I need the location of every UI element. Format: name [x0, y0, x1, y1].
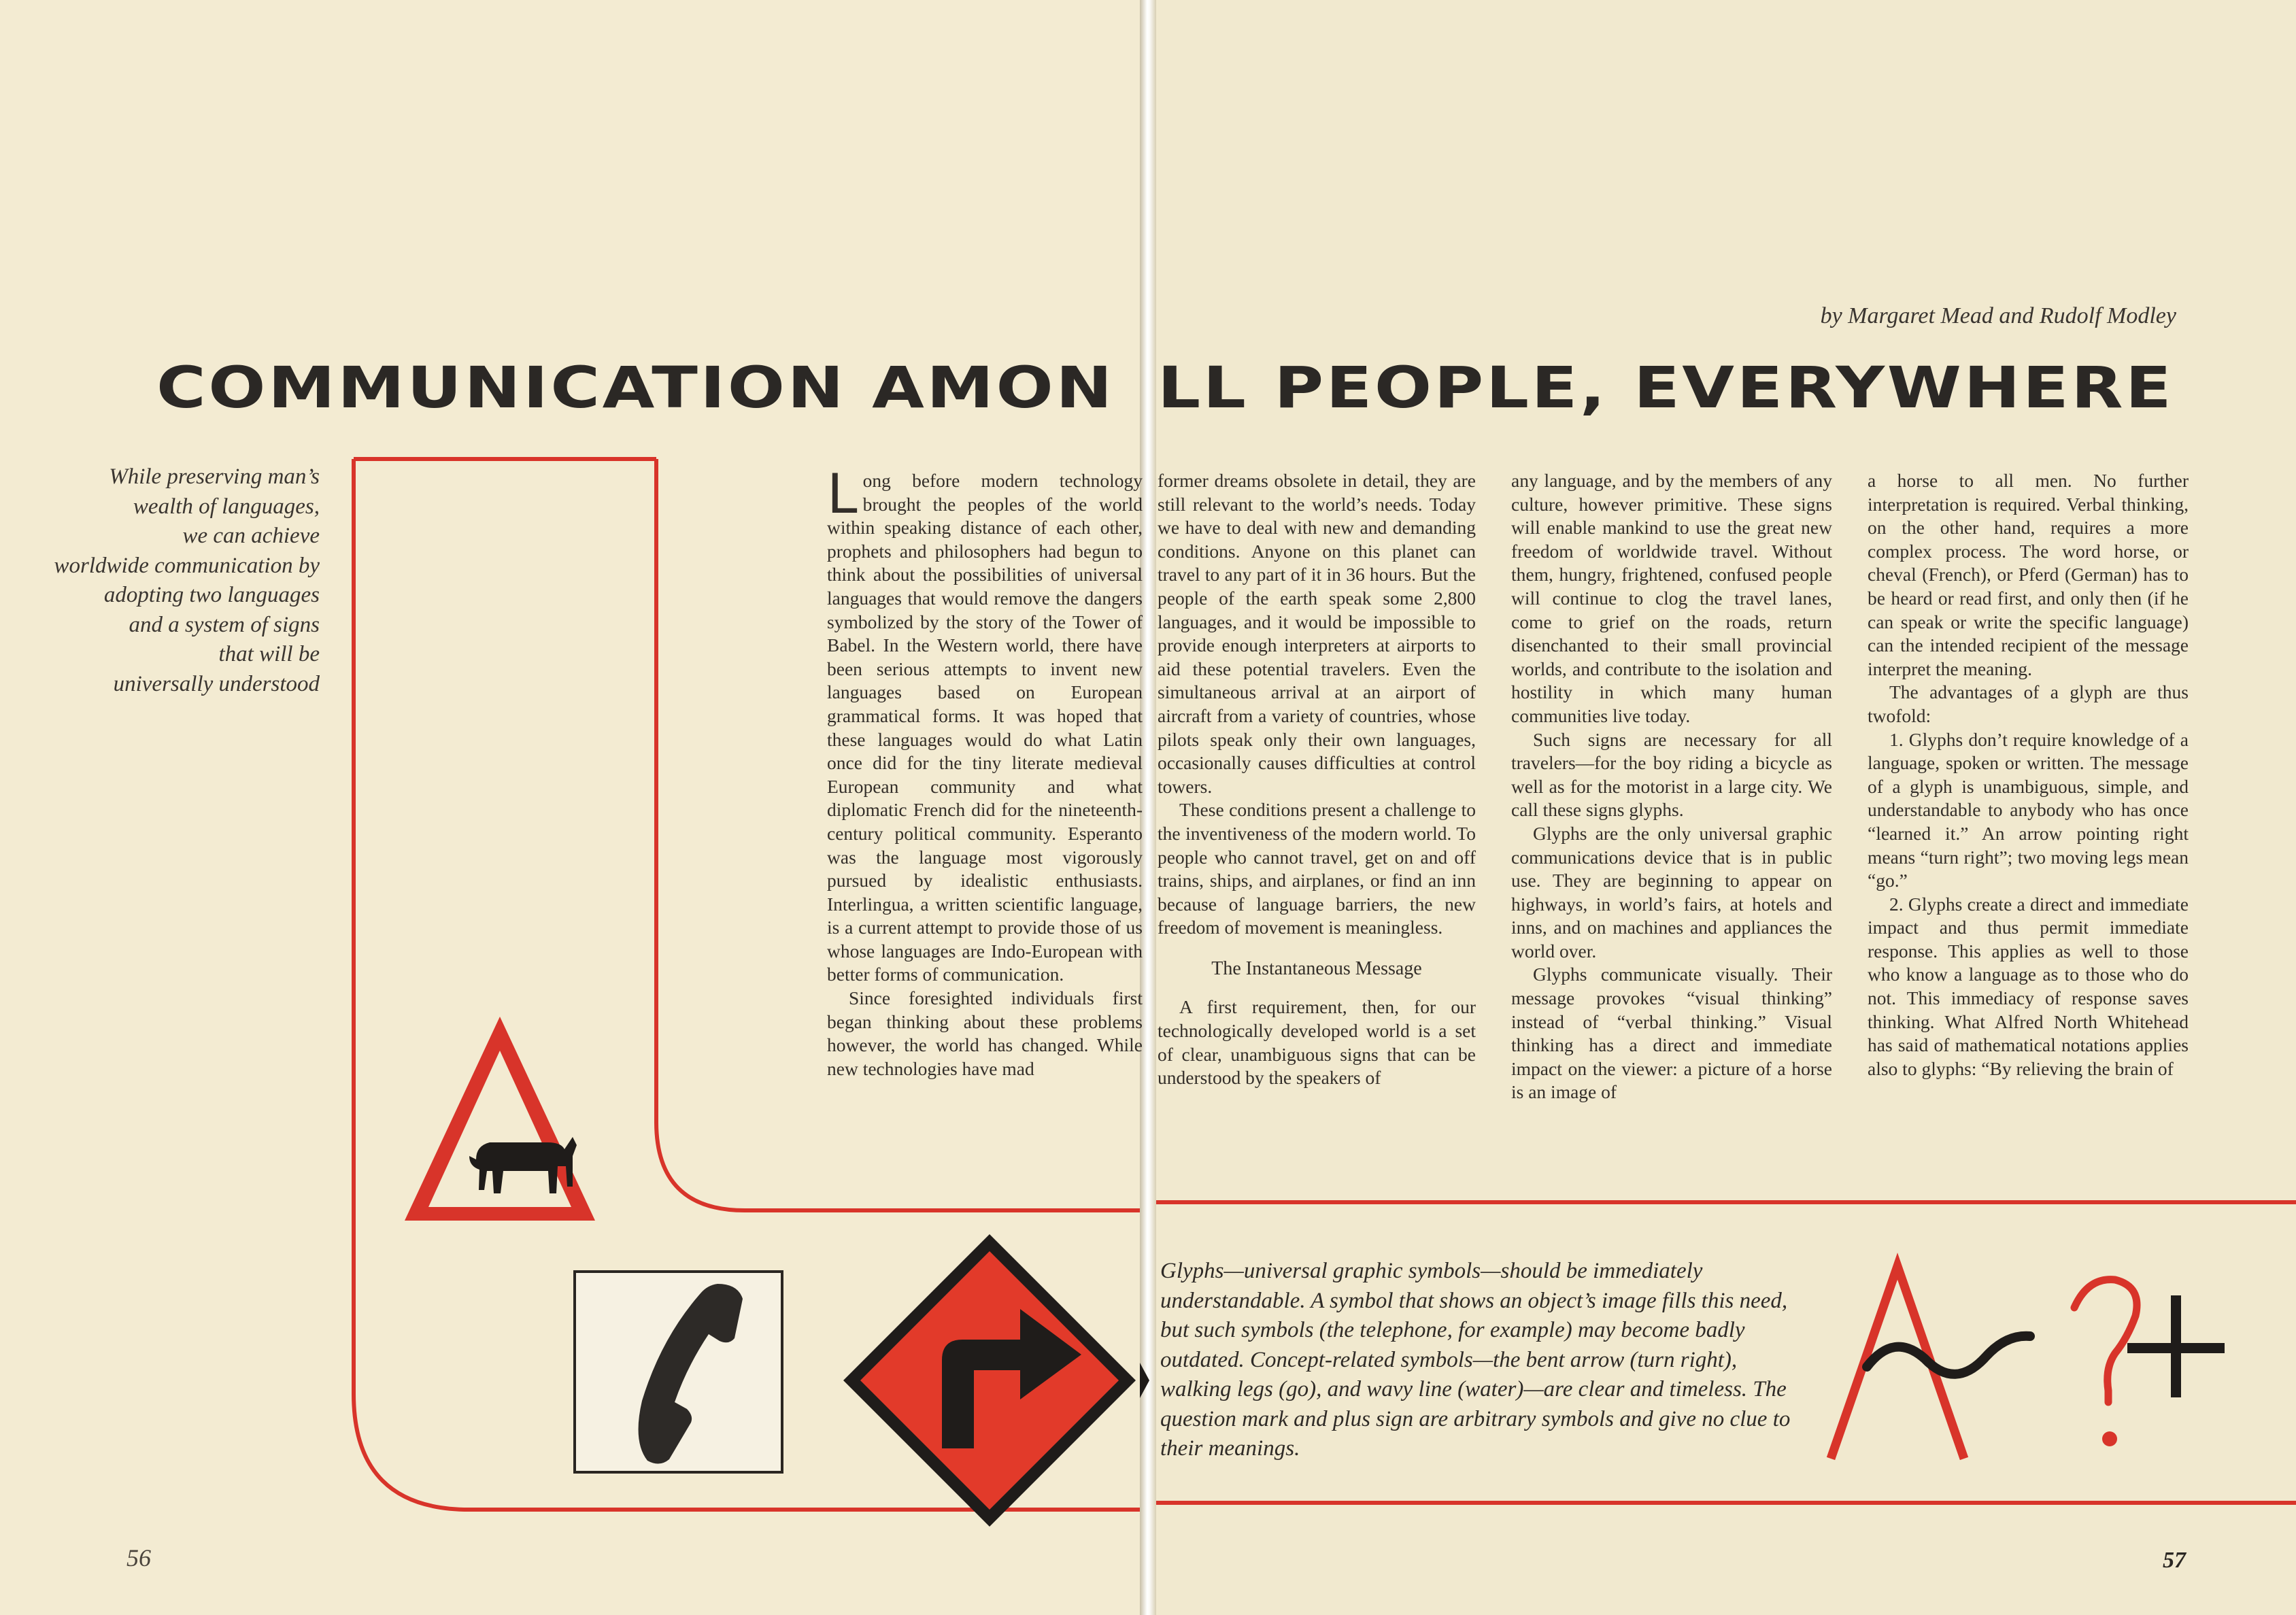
section-subhead: The Instantaneous Message	[1211, 957, 1422, 979]
cow-crossing-sign	[405, 1017, 595, 1221]
page-number-left: 56	[126, 1544, 151, 1571]
body-column-1	[827, 462, 1143, 1081]
question-mark-icon	[2074, 1280, 2137, 1402]
body-paragraph: 1. Glyphs don’t require knowledge of a language, spoken or written. The message of a glyph is unambiguous, simple, and understandable to anybody who has once “learned it.” An arrow pointing right means “turn right”; two moving legs mean “go.”	[1868, 728, 2189, 891]
intro-line: we can achieve	[182, 524, 320, 548]
byline: by Margaret Mead and Rudolf Modley	[1820, 303, 2176, 328]
intro-deck	[14, 462, 320, 699]
plus-sign-horizontal	[2127, 1343, 2225, 1353]
page-number-right: 57	[2163, 1548, 2186, 1573]
body-paragraph: a horse to all men. No further interpretation is required. Verbal thinking, on the other hand, requires a more complex process. The word horse, or cheval (French), or Pferd (German) has to be heard or read first, and only then (if he can speak or write the specific language) can the intended recipient of the message interpret the meaning.	[1868, 470, 2189, 679]
body-paragraph: A first requirement, then, for our technologically developed world is a set of clear, unambiguous signs that can be understood by the speakers of	[1158, 996, 1476, 1089]
question-mark-dot	[2102, 1431, 2117, 1446]
intro-line: While preserving man’s	[109, 464, 320, 489]
intro-line: wealth of languages,	[133, 494, 320, 519]
body-paragraph: 2. Glyphs create a direct and immediate impact and thus permit immediate response. This applies as well to those who know a language as to those who do not. This immediacy of response saves thinking. What Alfred North Whitehead has said of mathematical notations applies also to glyphs: “By relieving the brain of	[1868, 893, 2189, 1079]
headline-left: COMMUNICATION AMON	[156, 354, 1115, 421]
body-paragraph: Since foresighted individuals first began thinking about these problems however, the world has changed. While new technologies have mad	[827, 987, 1143, 1079]
body-column-4	[1868, 469, 2189, 1081]
body-paragraph: former dreams obsolete in detail, they are still relevant to the world’s needs. Today we have to deal with new and demanding conditions. Anyone on this planet can travel to any part of it in 36 hours. But the people of the earth speak some 2,800 languages, and it would be impossible to provide enough interpreters at airports to aid these potential travelers. Even the simultaneous arrival at an airport of aircraft from a variety of countries, whose pilots speak only their own languages, occasionally causes difficulties at control towers.	[1158, 470, 1476, 797]
body-paragraph: any language, and by the members of any culture, however primitive. These signs will enable mankind to use the great new freedom of worldwide travel. Without them, hungry, frightened, confused people will continue to clog the travel lanes, come to grief on the roads, return disenchanted to their small provincial worlds, and contribute to the isolation and hostility in which many human communities live today.	[1511, 470, 1832, 726]
walking-legs-icon	[1831, 1266, 1964, 1459]
body-paragraph: Such signs are necessary for all travelers—for the boy riding a bicycle as well as for the motorist in a large city. We call these signs glyphs.	[1511, 728, 1832, 821]
intro-line: worldwide communication by	[54, 553, 320, 578]
wavy-line-icon	[1867, 1336, 2030, 1374]
telephone-sign	[575, 1272, 782, 1472]
body-paragraph: Glyphs communicate visually. Their message provokes “visual thinking” instead of “verbal thinking.” Visual thinking has a direct and immediate impact on the viewer: a picture of a horse is an image of	[1511, 964, 1832, 1103]
body-paragraph: The advantages of a glyph are thus twofold:	[1868, 681, 2189, 726]
figure-caption: Glyphs—universal graphic symbols—should be immediately understandable. A symbol that shows an object’s image fills this need, but such symbols (the telephone, for example) may become badly outdated. Concept-related symbols—the bent arrow (turn right), walking legs (go), and wavy line (water)—are clear and timeless. The question mark and plus sign are arbitrary symbols and give no clue to their meanings.	[1160, 1259, 1791, 1461]
intro-line: universally understood	[113, 671, 320, 696]
body-paragraph: These conditions present a challenge to the inventiveness of the modern world. To people who cannot travel, get on and off trains, ships, and airplanes, or find an inn because of language barriers, the new freedom of movement is meaningless.	[1158, 799, 1476, 938]
turn-right-sign-edge	[1140, 1363, 1149, 1398]
body-column-2	[1158, 469, 1476, 1090]
glyph-set-right	[1831, 1266, 2225, 1459]
body-paragraph: Long before modern technology brought the peoples of the world within speaking distance of each other, prophets and philosophers had begun to think about the possibilities of universal languages that would remove the dangers symbolized by the story of the Tower of Babel. In the Western world, there have been serious attempts to invent new languages based on European grammatical forms. It was hoped that these languages would do what Latin once did for the tiny literate medieval European community and what diplomatic French did for the nineteenth-century political community. Esperanto was the language most vigorously pursued by idealistic enthusiasts. Interlingua, a written scientific language, is a current attempt to provide those of us whose languages are Indo-European with better forms of communication.	[827, 462, 1143, 985]
drop-cap: L	[827, 462, 858, 526]
intro-line: that will be	[218, 642, 320, 666]
body-paragraph: Glyphs are the only universal graphic communications device that is in public use. They are beginning to appear on highways, in world’s fairs, at hotels and inns, and on machines and appliances the world over.	[1511, 822, 1832, 962]
intro-line: and a system of signs	[129, 612, 320, 637]
body-column-3	[1511, 469, 1832, 1104]
intro-line: adopting two languages	[103, 583, 320, 607]
turn-right-sign	[843, 1234, 1136, 1527]
headline-right: LL PEOPLE, EVERYWHERE	[1158, 354, 2174, 421]
